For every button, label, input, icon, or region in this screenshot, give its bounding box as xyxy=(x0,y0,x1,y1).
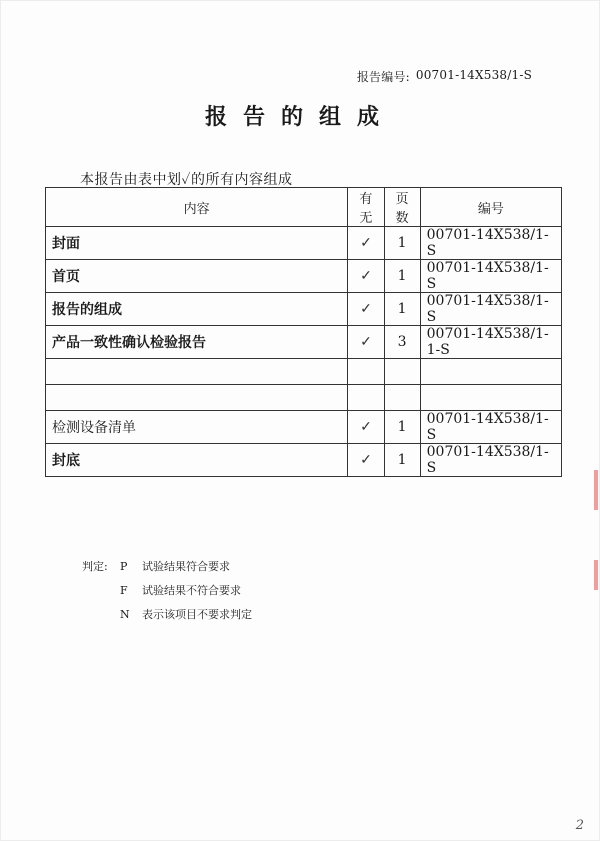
table-header-row xyxy=(46,188,562,227)
row-code: 00701-14X538/1-S xyxy=(420,293,561,326)
checkmark-icon: ✓ xyxy=(360,301,372,317)
row-content: 报告的组成 xyxy=(46,293,348,326)
row-content: 检测设备清单 xyxy=(46,411,348,444)
row-pages xyxy=(384,385,420,411)
checkmark-icon: ✓ xyxy=(360,268,372,284)
legend-row xyxy=(82,603,252,627)
row-content xyxy=(46,385,348,411)
row-check xyxy=(348,227,384,260)
row-code xyxy=(420,359,561,385)
table-row xyxy=(46,227,562,260)
row-pages xyxy=(384,359,420,385)
row-check xyxy=(348,326,384,359)
row-check xyxy=(348,260,384,293)
row-content: 首页 xyxy=(46,260,348,293)
row-pages: 1 xyxy=(384,260,420,293)
legend-code: P xyxy=(120,560,128,573)
header-content: 内容 xyxy=(46,188,348,227)
row-pages: 1 xyxy=(384,227,420,260)
legend-text: 表示该项目不要求判定 xyxy=(142,608,252,621)
page-title: 报告的组成 xyxy=(204,105,395,130)
row-check xyxy=(348,385,384,411)
row-code: 00701-14X538/1-S xyxy=(420,260,561,293)
table-caption: 本报告由表中划✓的所有内容组成 xyxy=(80,172,293,188)
row-code: 00701-14X538/1-S xyxy=(420,411,561,444)
header-present: 有无 xyxy=(348,188,384,227)
header-pages: 页数 xyxy=(384,188,420,227)
legend-text: 试验结果不符合要求 xyxy=(142,584,241,597)
table-row xyxy=(46,293,562,326)
contents-table xyxy=(45,187,562,477)
row-check xyxy=(348,444,384,477)
legend-row xyxy=(82,579,252,603)
row-code: 00701-14X538/1-S xyxy=(420,227,561,260)
row-check xyxy=(348,411,384,444)
checkmark-icon: ✓ xyxy=(360,235,372,251)
row-content xyxy=(46,359,348,385)
legend-text: 试验结果符合要求 xyxy=(142,560,230,573)
scan-artifact xyxy=(594,560,598,590)
row-code: 00701-14X538/1-S xyxy=(420,444,561,477)
row-check xyxy=(348,293,384,326)
legend-code: F xyxy=(120,584,128,597)
report-number xyxy=(357,68,532,85)
row-code: 00701-14X538/1-1-S xyxy=(420,326,561,359)
table-row xyxy=(46,260,562,293)
checkmark-icon: ✓ xyxy=(360,452,372,468)
judgement-legend xyxy=(82,555,252,627)
page-number: 2 xyxy=(575,818,584,833)
row-content: 封面 xyxy=(46,227,348,260)
report-number-value: 00701-14X538/1-S xyxy=(415,68,532,82)
checkmark-icon: ✓ xyxy=(360,334,372,350)
row-pages: 1 xyxy=(384,444,420,477)
row-pages: 1 xyxy=(384,411,420,444)
table-row xyxy=(46,326,562,359)
table-row-empty xyxy=(46,385,562,411)
checkmark-icon: ✓ xyxy=(360,419,372,435)
row-pages: 3 xyxy=(384,326,420,359)
legend-row xyxy=(82,555,252,579)
table-row-empty xyxy=(46,359,562,385)
row-code xyxy=(420,385,561,411)
report-number-label: 报告编号: xyxy=(356,70,410,84)
row-content: 封底 xyxy=(46,444,348,477)
legend-label: 判定: xyxy=(82,560,108,573)
row-check xyxy=(348,359,384,385)
table-row xyxy=(46,444,562,477)
row-pages: 1 xyxy=(384,293,420,326)
row-content: 产品一致性确认检验报告 xyxy=(46,326,348,359)
legend-code: N xyxy=(120,608,130,621)
header-code: 编号 xyxy=(420,188,561,227)
table-row xyxy=(46,411,562,444)
scan-artifact xyxy=(594,470,598,510)
